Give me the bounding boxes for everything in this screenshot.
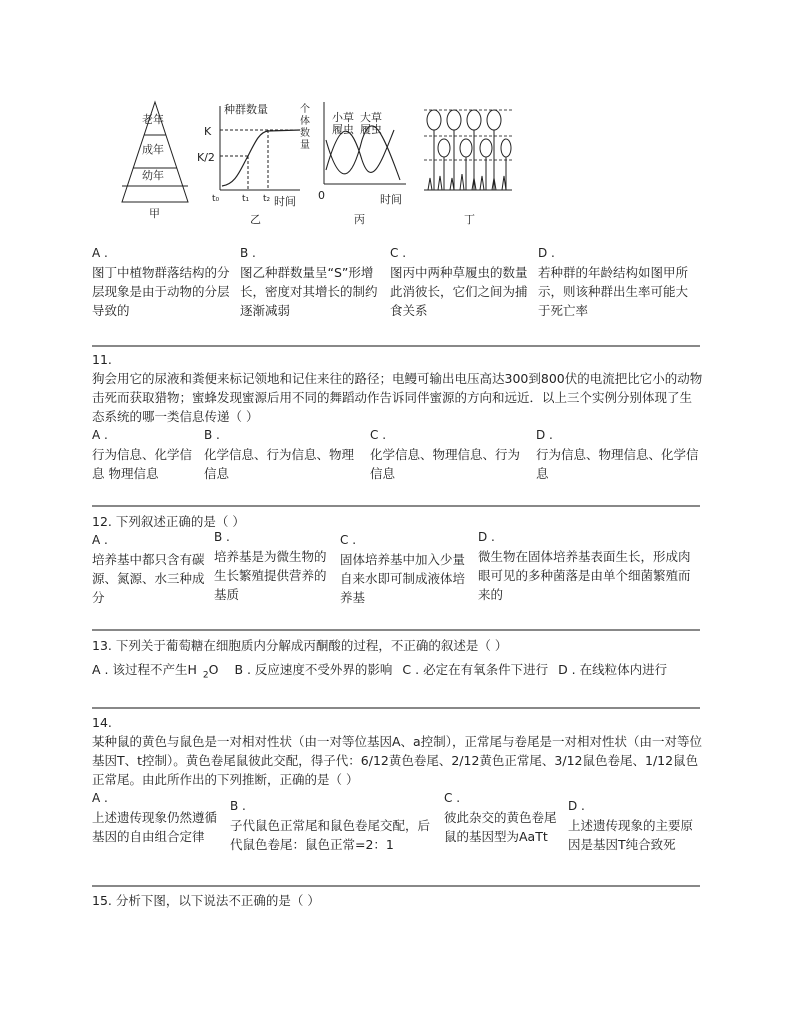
q14-number: 14. bbox=[92, 715, 112, 730]
option-text: 上述遗传现象仍然遵循基因的自由组合定律 bbox=[92, 810, 218, 844]
q12-stem: 12. 下列叙述正确的是（ ） bbox=[92, 514, 245, 529]
option-letter: A . bbox=[92, 428, 108, 442]
q11-option-c[interactable] bbox=[370, 426, 530, 483]
pyramid-level-adult: 成年 bbox=[142, 143, 164, 156]
option-letter: B . bbox=[230, 799, 246, 813]
question-divider bbox=[92, 885, 700, 887]
q13-option-c[interactable]: C . 必定在有氧条件下进行 bbox=[402, 662, 549, 677]
option-text: 微生物在固体培养基表面生长，形成肉眼可见的多种菌落是由单个细菌繁殖而来的 bbox=[478, 549, 691, 602]
q14-option-c[interactable] bbox=[444, 789, 564, 846]
option-letter: C . bbox=[370, 428, 387, 442]
s-curve-tick-t1: t₁ bbox=[242, 194, 250, 204]
option-letter: B . bbox=[240, 246, 256, 260]
oscillation-legend-big-b: 履虫 bbox=[360, 123, 382, 136]
option-text: 行为信息、物理信息、化学信息 bbox=[536, 447, 699, 481]
option-letter: D . bbox=[568, 799, 585, 813]
option-text: 化学信息、行为信息、物理信息 bbox=[204, 447, 355, 481]
question-divider bbox=[92, 505, 700, 507]
figure-label-yi: 乙 bbox=[250, 213, 261, 226]
q14-option-d[interactable] bbox=[568, 797, 702, 854]
q11-option-d[interactable] bbox=[536, 426, 702, 483]
forest-layer-figure bbox=[422, 106, 514, 192]
figure-panel bbox=[120, 100, 520, 230]
q10-option-d[interactable] bbox=[538, 244, 698, 320]
figure-label-jia: 甲 bbox=[149, 207, 160, 220]
option-letter: A . bbox=[92, 246, 108, 260]
s-curve-y-title: 种群数量 bbox=[224, 103, 268, 116]
option-letter: C . bbox=[444, 791, 461, 805]
oscillation-legend-big: 大草 bbox=[360, 111, 382, 124]
q14-option-b[interactable] bbox=[230, 797, 436, 854]
s-curve-x-title: 时间 bbox=[274, 195, 296, 208]
q13-option-a[interactable]: A . 该过程不产生H $_2$O bbox=[92, 662, 219, 681]
oscillation-y-title: 个体数量 bbox=[300, 104, 310, 151]
option-text: 若种群的年龄结构如图甲所示，则该种群出生率可能大于死亡率 bbox=[538, 265, 689, 318]
q10-option-c[interactable] bbox=[390, 244, 530, 320]
option-text: 彼此杂交的黄色卷尾鼠的基因型为AaTt bbox=[444, 810, 557, 844]
question-divider bbox=[92, 707, 700, 709]
option-text: 化学信息、物理信息、行为信息 bbox=[370, 447, 521, 481]
q14-option-a[interactable] bbox=[92, 789, 222, 846]
q14-stem: 某种鼠的黄色与鼠色是一对相对性状（由一对等位基因A、a控制），正常尾与卷尾是一对相对性状（由一对等位基因T、t控制）。黄色卷尾鼠彼此交配，得子代：6/12黄色卷尾、2/12黄色正常尾、3/12鼠色卷尾、1/12鼠色正常尾。由此所作出的下列推断，正确的是（ ） bbox=[92, 734, 702, 787]
figure-label-bing: 丙 bbox=[354, 213, 365, 226]
figure-label-ding: 丁 bbox=[464, 213, 475, 226]
option-letter: D . bbox=[478, 530, 495, 544]
option-text: 培养基中都只含有碳源、氮源、水三种成分 bbox=[92, 552, 205, 605]
q12-option-b[interactable] bbox=[214, 528, 330, 604]
option-text: 图乙种群数量呈“S”形增长，密度对其增长的制约逐渐减弱 bbox=[240, 265, 378, 318]
s-curve-k2: K/2 bbox=[197, 151, 215, 164]
option-letter: C . bbox=[340, 533, 357, 547]
option-text: 培养基是为微生物的生长繁殖提供营养的基质 bbox=[214, 549, 327, 602]
q13-stem: 13. 下列关于葡萄糖在细胞质内分解成丙酮酸的过程，不正确的叙述是（ ） bbox=[92, 638, 508, 653]
question-divider bbox=[92, 629, 700, 631]
option-letter: C . bbox=[390, 246, 407, 260]
option-letter: B . bbox=[214, 530, 230, 544]
oscillation-origin: 0 bbox=[318, 189, 325, 202]
option-letter: A . bbox=[92, 533, 108, 547]
q12-option-d[interactable] bbox=[478, 528, 702, 604]
q11-option-b[interactable] bbox=[204, 426, 364, 483]
q11-number: 11. bbox=[92, 352, 112, 367]
option-text: 行为信息、化学信息 物理信息 bbox=[92, 447, 193, 481]
q13-option-b[interactable]: B . 反应速度不受外界的影响 bbox=[234, 662, 393, 677]
q12-option-c[interactable] bbox=[340, 531, 466, 607]
option-text: 子代鼠色正常尾和鼠色卷尾交配，后代鼠色卷尾：鼠色正常=2：1 bbox=[230, 818, 431, 852]
option-letter: D . bbox=[538, 246, 555, 260]
q11-option-a[interactable] bbox=[92, 426, 196, 483]
q13-options bbox=[92, 660, 673, 686]
s-curve-k: K bbox=[204, 125, 212, 138]
option-letter: D . bbox=[536, 428, 553, 442]
s-curve-tick-t2: t₂ bbox=[263, 194, 271, 204]
q10-option-a[interactable] bbox=[92, 244, 232, 320]
option-letter: B . bbox=[204, 428, 220, 442]
question-divider bbox=[92, 345, 700, 347]
option-text: 固体培养基中加入少量自来水即可制成液体培养基 bbox=[340, 552, 466, 605]
q15-stem: 15. 分析下图，以下说法不正确的是（ ） bbox=[92, 893, 320, 908]
pyramid-level-old: 老年 bbox=[142, 113, 164, 126]
option-letter: A . bbox=[92, 791, 108, 805]
q10-option-b[interactable] bbox=[240, 244, 380, 320]
pyramid-level-young: 幼年 bbox=[142, 169, 164, 182]
q12-option-a[interactable] bbox=[92, 531, 206, 607]
q13-option-d[interactable]: D . 在线粒体内进行 bbox=[558, 662, 668, 677]
option-text: 图丁中植物群落结构的分层现象是由于动物的分层导致的 bbox=[92, 265, 230, 318]
option-text: 上述遗传现象的主要原因是基因T纯合致死 bbox=[568, 818, 694, 852]
s-curve-tick-t0: t₀ bbox=[212, 194, 220, 204]
q11-stem: 狗会用它的尿液和粪便来标记领地和记住来往的路径；电鳗可输出电压高达300到800伏的电流把比它小的动物击死而获取猎物；蜜蜂发现蜜源后用不同的舞蹈动作告诉同伴蜜源的方向和远近．以上三个实例分别体现了生态系统的哪一类信息传递（ ） bbox=[92, 371, 703, 424]
oscillation-x-title: 时间 bbox=[380, 193, 402, 206]
oscillation-legend-small-b: 履虫 bbox=[332, 123, 354, 136]
oscillation-legend-small: 小草 bbox=[332, 111, 354, 124]
option-text: 图丙中两种草履虫的数量此消彼长，它们之间为捕食关系 bbox=[390, 265, 528, 318]
